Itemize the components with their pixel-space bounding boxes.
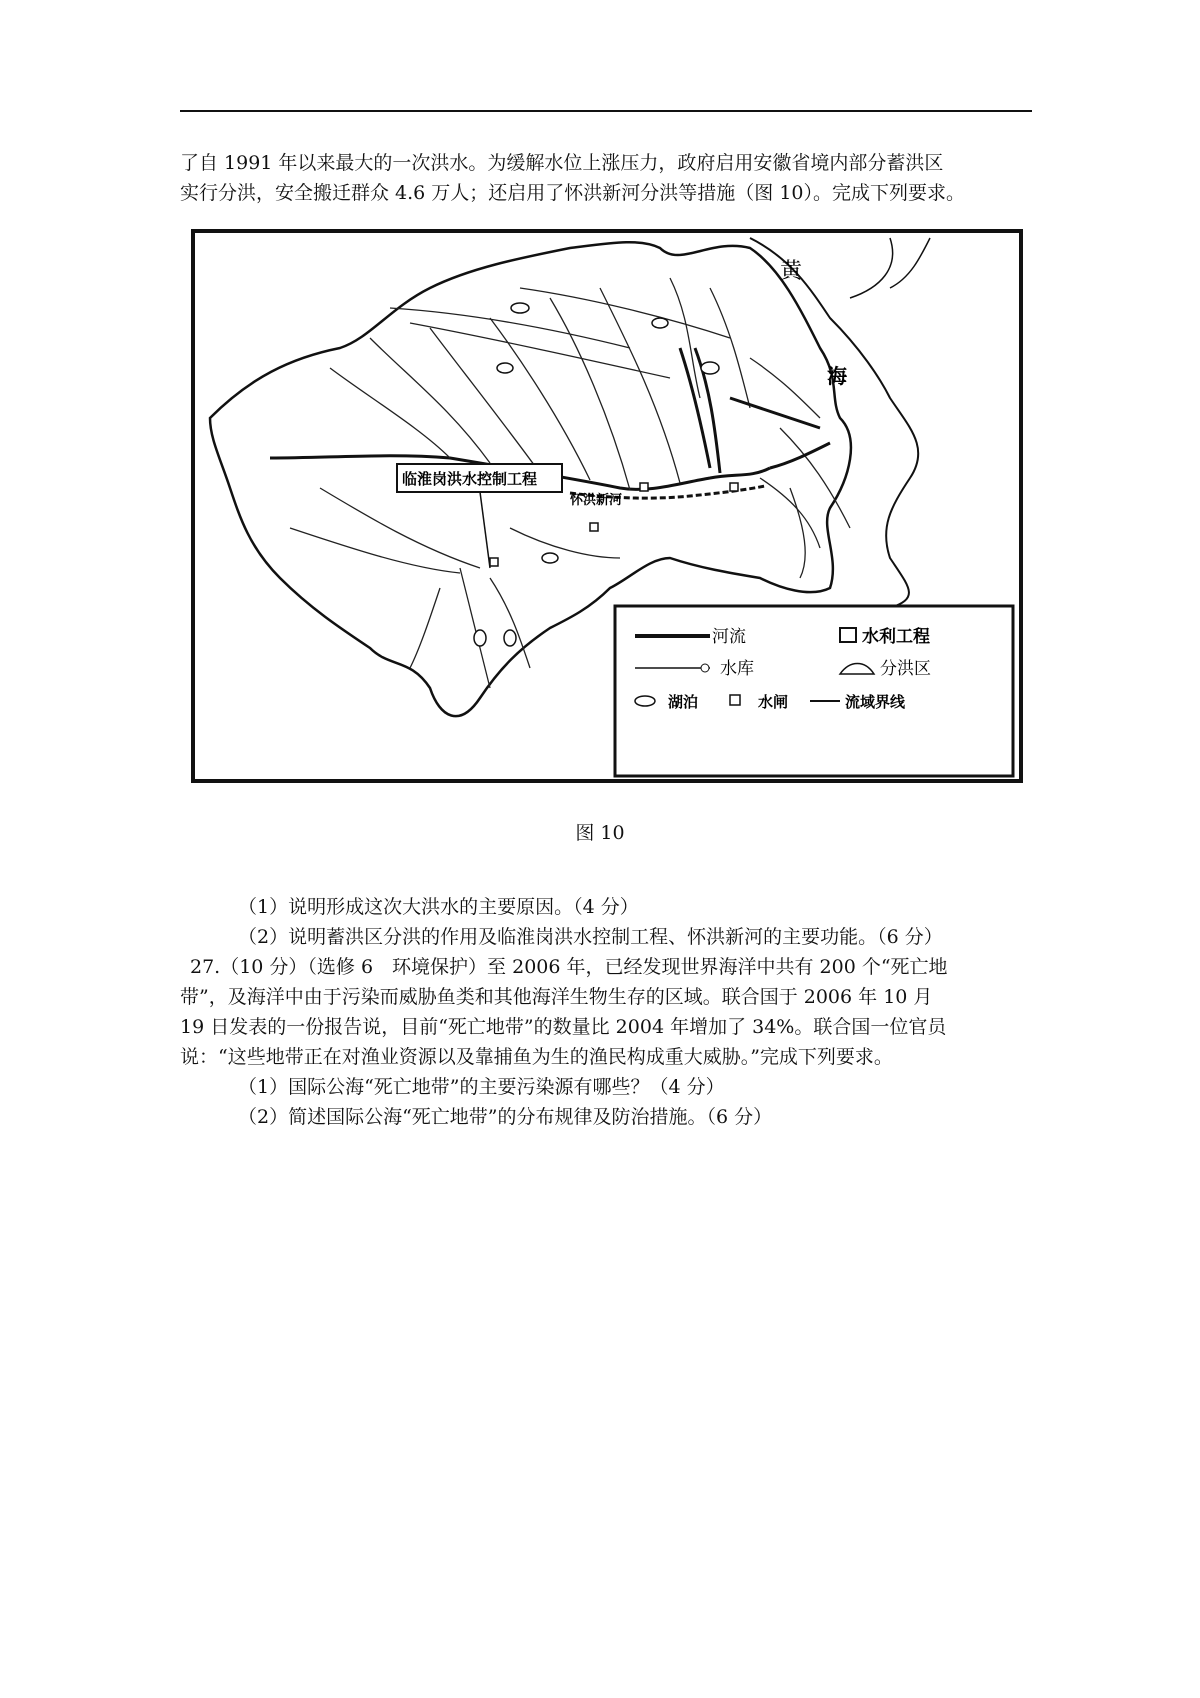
legend-flood-area: 分洪区: [880, 659, 931, 679]
legend-box: [615, 606, 1013, 776]
legend-sluice: 水闸: [758, 693, 789, 711]
river-label: 怀洪新河: [570, 493, 623, 508]
legend-sluice-symbol: [730, 695, 740, 705]
legend-boundary: 流域界线: [845, 693, 906, 711]
q27-line-4: 说：“这些地带正在对渔业资源以及靠捕鱼为生的渔民构成重大威胁。”完成下列要求。: [180, 1046, 893, 1068]
q26-part1: （1）说明形成这次大洪水的主要原因。（4 分）: [238, 896, 639, 918]
legend-reservoir-dot: [701, 664, 709, 672]
q27-part2: （2）简述国际公海“死亡地带”的分布规律及防治措施。（6 分）: [238, 1106, 773, 1128]
legend-river: 河流: [712, 627, 746, 647]
map-svg: [190, 228, 1024, 784]
legend-reservoir: 水库: [720, 659, 754, 679]
header-rule: [180, 110, 1032, 112]
q27-line-1: 27.（10 分）（选修 6 环境保护）至 2006 年，已经发现世界海洋中共有 200 个“死亡地: [190, 956, 948, 978]
intro-paragraph: [180, 148, 1032, 208]
sea-label-huang: 黄: [780, 259, 803, 284]
intro-line-1: 了自 1991 年以来最大的一次洪水。为缓解水位上涨压力，政府启用安徽省境内部分蓄洪区: [180, 152, 944, 174]
q26-part2: （2）说明蓄洪区分洪的作用及临淮岗洪水控制工程、怀洪新河的主要功能。（6 分）: [238, 926, 943, 948]
q27-line-2: 带”，及海洋中由于污染而威胁鱼类和其他海洋生物生存的区域。联合国于 2006 年 10 月: [180, 986, 933, 1008]
legend-lake: 湖泊: [668, 693, 699, 711]
figure-caption: 图 10: [575, 822, 625, 844]
legend-lake-symbol: [635, 696, 655, 706]
legend-water-project: 水利工程: [862, 627, 930, 647]
project-label: 临淮岗洪水控制工程: [402, 470, 538, 488]
intro-line-2: 实行分洪，安全搬迁群众 4.6 万人；还启用了怀洪新河分洪等措施（图 10）。完成下列要求。: [180, 182, 966, 204]
q27-line-3: 19 日发表的一份报告说，目前“死亡地带”的数量比 2004 年增加了 34%。联合国一位官员: [180, 1016, 947, 1038]
sea-label-hai: 海: [827, 364, 847, 388]
huai-river-basin-map: [190, 228, 1024, 784]
legend-water-project-symbol: [840, 628, 856, 642]
q27-stem: [180, 952, 1040, 1072]
q27-part1: （1）国际公海“死亡地带”的主要污染源有哪些？（4 分）: [238, 1076, 725, 1098]
